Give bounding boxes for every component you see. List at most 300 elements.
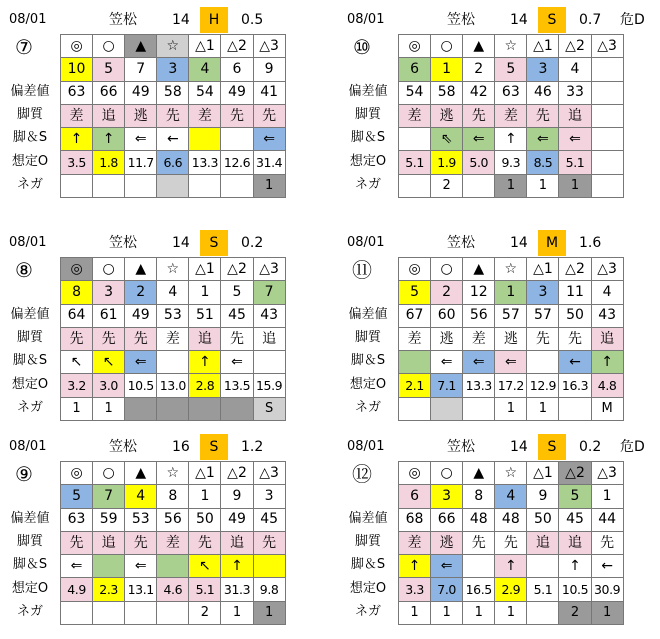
grid-row [61,174,286,197]
grid-cell: 1 [61,397,93,420]
grid-cell: ○ [93,258,125,281]
grid-cell: 差 [495,104,527,127]
grid-cell: 53 [157,304,189,327]
grid-cell: 2.3 [93,578,125,601]
race-block-12 [338,432,660,632]
grid-cell: 5.0 [463,151,495,174]
grid-cell: 1 [221,601,253,624]
grid-cell: ↑ [495,555,527,578]
grid-cell: 9.3 [495,151,527,174]
grid-cell: △1 [189,35,221,58]
grid-cell: 56 [463,304,495,327]
grid-cell: 9.8 [253,578,285,601]
grid-cell: 43 [253,304,285,327]
grid-cell: 追 [253,327,285,350]
grid-cell: 1 [527,174,559,197]
grid-cell: 1 [527,397,559,420]
grid-cell: 4 [125,485,157,508]
grid-cell: 2 [559,601,591,624]
grid-cell: 4.8 [591,374,623,397]
grid-cell: 1 [591,601,623,624]
grid-cell: 68 [399,508,431,531]
grid-row [61,81,286,104]
grid-cell: 先 [221,104,253,127]
grid-row [399,258,624,281]
grid-row [61,555,286,578]
grid-cell: 1 [495,174,527,197]
grid-cell: 先 [463,104,495,127]
grid-cell: 5 [61,485,93,508]
grid-cell: 9 [221,485,253,508]
grid-cell: ↖ [189,555,221,578]
grid-cell: 2.1 [399,374,431,397]
grid-cell: 追 [559,104,591,127]
grid-cell [157,601,189,624]
grid-cell: ← [591,555,623,578]
grid-cell: ▲ [463,462,495,485]
grid-cell: 5.1 [527,578,559,601]
grid-cell: 57 [495,304,527,327]
grid-cell: 42 [463,81,495,104]
grid-cell: △2 [221,35,253,58]
grid-cell: 45 [253,508,285,531]
grid-cell: 1 [189,485,221,508]
grid-row [61,327,286,350]
grid-cell: 9 [253,58,285,81]
grid-cell: ☆ [495,35,527,58]
grid-row [61,58,286,81]
grid-cell: 12.9 [527,374,559,397]
grid-cell: 差 [399,104,431,127]
grid-row [61,304,286,327]
row-label: 脚質 [354,106,381,122]
pace-badge: M [538,230,566,256]
grid-cell [93,555,125,578]
grid-cell: 53 [125,508,157,531]
grid-cell: 5 [221,281,253,304]
grid-cell: 5 [495,58,527,81]
grid-cell: 8 [157,485,189,508]
grid-cell: 8.5 [527,151,559,174]
grid-cell: 2.9 [495,578,527,601]
row-label: 脚質 [354,533,381,549]
pace-margin: 0.2 [579,439,602,455]
row-label: 脚＆S [12,130,48,146]
grid-cell: 13.3 [463,374,495,397]
grid-cell: 4.6 [157,578,189,601]
grid-cell [591,174,623,197]
grid-cell: ○ [93,35,125,58]
grid-cell: 1.8 [93,151,125,174]
grid-cell: 46 [527,81,559,104]
row-label: 偏差値 [10,306,50,322]
grid-cell: 58 [157,81,189,104]
grid-cell: 逃 [431,327,463,350]
grid-cell: 10.5 [559,578,591,601]
grid-cell: 45 [221,304,253,327]
grid-cell [591,58,623,81]
field-size: 14 [172,12,190,28]
grid-cell: △1 [527,258,559,281]
grid-cell: △3 [253,462,285,485]
grid-cell: 逃 [495,327,527,350]
grid-cell: ◎ [399,35,431,58]
grid-cell: 13.5 [221,374,253,397]
race-header [0,434,322,460]
pace-badge: S [538,434,566,460]
grid-cell [93,601,125,624]
grid-cell: 先 [125,327,157,350]
grid-cell [189,174,221,197]
grid-cell: 7.0 [431,578,463,601]
grid-cell: 67 [399,304,431,327]
grid-cell: 先 [125,531,157,554]
pace-margin: 0.7 [579,12,602,28]
grid-cell: 2 [189,601,221,624]
grid-cell: 先 [527,327,559,350]
grid-cell: 先 [157,104,189,127]
grid-cell: 10 [61,58,93,81]
grid-row [399,151,624,174]
grid-cell: ⇐ [253,128,285,151]
race-block-10 [338,5,660,205]
grid-cell [125,601,157,624]
grid-cell: △1 [189,462,221,485]
grid-cell [463,174,495,197]
grid-row [399,397,624,420]
grid-cell: ⇐ [125,351,157,374]
grid-row [399,374,624,397]
grid-cell: 先 [591,531,623,554]
pace-badge: S [200,230,228,256]
grid-cell: 60 [431,304,463,327]
race-number: ⑨ [15,462,33,486]
row-label: 想定O [349,580,387,596]
grid-cell [157,397,189,420]
grid-cell: ⇐ [221,351,253,374]
grid-cell: 5 [399,281,431,304]
grid-cell: 3 [253,485,285,508]
race-header [338,7,660,33]
race-grid [398,461,624,625]
race-number: ⑧ [15,258,33,282]
grid-cell: ⇐ [463,351,495,374]
grid-row [399,128,624,151]
grid-cell [399,397,431,420]
grid-cell: 4 [495,485,527,508]
race-header [338,230,660,256]
grid-cell: ⇐ [463,128,495,151]
grid-cell: 5 [93,58,125,81]
field-size: 14 [510,439,528,455]
grid-cell: 1 [495,281,527,304]
pace-margin: 0.5 [241,12,264,28]
grid-cell: 3 [431,485,463,508]
grid-cell: 先 [463,531,495,554]
grid-row [61,485,286,508]
race-grid [60,257,286,421]
row-label: 想定O [349,376,387,392]
grid-cell: 差 [189,104,221,127]
grid-cell: 61 [93,304,125,327]
grid-cell: 3.5 [61,151,93,174]
grid-cell: ☆ [157,35,189,58]
grid-row [399,35,624,58]
grid-cell: ◎ [61,462,93,485]
grid-cell: 33 [559,81,591,104]
grid-cell [527,555,559,578]
grid-cell: 追 [189,327,221,350]
pace-badge: S [538,7,566,33]
grid-row [61,351,286,374]
grid-cell: M [591,397,623,420]
grid-cell: 先 [253,531,285,554]
grid-cell [431,397,463,420]
grid-cell: ↑ [399,555,431,578]
grid-cell: ↑ [189,351,221,374]
row-label: 脚質 [16,329,43,345]
grid-row [399,81,624,104]
grid-row [61,35,286,58]
grid-cell: ⇐ [61,555,93,578]
grid-cell: 50 [527,508,559,531]
grid-cell: 7 [253,281,285,304]
row-label: ネガ [16,399,43,415]
grid-cell: ◎ [61,35,93,58]
grid-row [61,258,286,281]
race-header [338,434,660,460]
grid-cell: ☆ [157,462,189,485]
grid-cell: 5.1 [399,151,431,174]
grid-cell: 先 [61,327,93,350]
row-label: 脚＆S [12,353,48,369]
pace-badge: H [200,7,228,33]
grid-cell: ⇐ [431,351,463,374]
grid-cell: 3.2 [61,374,93,397]
row-label: 脚質 [16,106,43,122]
grid-cell: 1 [591,485,623,508]
grid-cell: 1.9 [431,151,463,174]
grid-cell: ← [559,351,591,374]
grid-cell: 5.1 [559,151,591,174]
grid-cell: 追 [527,531,559,554]
grid-cell [157,555,189,578]
grid-cell: 追 [559,531,591,554]
grid-row [61,281,286,304]
grid-cell: 43 [591,304,623,327]
grid-cell: 2.8 [189,374,221,397]
grid-cell: 差 [157,327,189,350]
grid-cell [221,397,253,420]
grid-cell: △1 [527,462,559,485]
race-venue: 笠松 [447,235,475,251]
grid-row [61,462,286,485]
grid-cell [559,397,591,420]
grid-cell: 先 [93,327,125,350]
grid-cell: 58 [431,81,463,104]
race-venue: 笠松 [109,439,137,455]
grid-cell: ○ [93,462,125,485]
grid-cell: 41 [253,81,285,104]
grid-cell: 7.1 [431,374,463,397]
row-label: 想定O [11,580,49,596]
grid-cell: ↑ [495,128,527,151]
grid-cell: ↑ [61,128,93,151]
grid-cell: 31.4 [253,151,285,174]
grid-row [61,151,286,174]
grid-cell: △2 [221,258,253,281]
pace-margin: 1.2 [241,439,264,455]
grid-cell: ⇐ [527,128,559,151]
grid-cell [125,174,157,197]
grid-row [399,327,624,350]
grid-cell: ← [157,128,189,151]
grid-cell: 63 [61,508,93,531]
grid-cell: 5.1 [189,578,221,601]
grid-cell: ○ [431,35,463,58]
grid-cell [125,397,157,420]
risk-label: 危D [620,12,645,28]
grid-cell: 逃 [431,531,463,554]
grid-cell: 49 [221,81,253,104]
grid-cell: 先 [559,327,591,350]
grid-row [61,531,286,554]
grid-cell: 64 [61,304,93,327]
grid-cell: 31.3 [221,578,253,601]
race-venue: 笠松 [109,12,137,28]
grid-cell: 66 [93,81,125,104]
grid-cell: ◎ [399,258,431,281]
grid-cell [463,555,495,578]
race-venue: 笠松 [109,235,137,251]
grid-cell: 13.3 [189,151,221,174]
grid-row [399,531,624,554]
field-size: 14 [510,235,528,251]
grid-cell: ▲ [463,35,495,58]
grid-cell [399,128,431,151]
grid-cell [591,104,623,127]
grid-cell: ○ [431,462,463,485]
grid-cell: 先 [527,104,559,127]
grid-row [399,351,624,374]
grid-cell: 12 [463,281,495,304]
grid-cell: ⇐ [495,351,527,374]
grid-cell: 1 [431,601,463,624]
row-label: ネガ [354,603,381,619]
grid-cell: 8 [463,485,495,508]
row-label: 偏差値 [10,83,50,99]
grid-cell: 11.7 [125,151,157,174]
grid-cell: ▲ [463,258,495,281]
grid-cell [591,128,623,151]
grid-cell: △3 [253,258,285,281]
grid-cell: 4.9 [61,578,93,601]
grid-cell: 57 [527,304,559,327]
field-size: 14 [172,235,190,251]
grid-row [61,601,286,624]
grid-cell [61,174,93,197]
row-label: 偏差値 [10,510,50,526]
grid-cell: 1 [495,601,527,624]
race-venue: 笠松 [447,12,475,28]
grid-cell: 逃 [125,104,157,127]
race-venue: 笠松 [447,439,475,455]
race-number: ⑪ [352,258,372,282]
grid-cell: 1 [399,601,431,624]
grid-row [61,397,286,420]
row-label: 偏差値 [348,306,388,322]
grid-cell: 49 [125,304,157,327]
grid-cell: 5 [559,485,591,508]
grid-cell: 2 [125,281,157,304]
grid-cell: ◎ [399,462,431,485]
grid-cell: △3 [591,258,623,281]
pace-margin: 0.2 [241,235,264,251]
grid-cell: ○ [431,258,463,281]
row-label: 脚＆S [350,353,386,369]
row-label: ネガ [354,176,381,192]
grid-cell: 13.1 [125,578,157,601]
grid-cell [221,174,253,197]
grid-cell: 49 [125,81,157,104]
grid-cell: 先 [61,531,93,554]
row-label: 脚＆S [350,557,386,573]
race-header [0,230,322,256]
grid-cell: ↑ [221,555,253,578]
grid-cell: 2 [463,58,495,81]
grid-cell [527,351,559,374]
grid-cell [591,151,623,174]
grid-cell: 10.5 [125,374,157,397]
row-label: 想定O [11,376,49,392]
grid-cell: △3 [253,35,285,58]
grid-cell: 16.5 [463,578,495,601]
grid-cell: △3 [591,462,623,485]
grid-cell: ↑ [93,128,125,151]
grid-cell: ↑ [591,351,623,374]
grid-cell: 追 [93,104,125,127]
grid-cell: ◎ [61,258,93,281]
grid-cell: 45 [559,508,591,531]
grid-cell [399,174,431,197]
grid-cell: 8 [61,281,93,304]
grid-cell: 先 [495,531,527,554]
row-label: 脚質 [16,533,43,549]
grid-cell: 1 [463,601,495,624]
grid-cell: △2 [221,462,253,485]
grid-cell [189,128,221,151]
race-date: 08/01 [9,439,47,454]
pace-margin: 1.6 [579,235,602,251]
race-date: 08/01 [347,235,385,250]
grid-cell: 追 [221,531,253,554]
grid-cell: 2 [431,281,463,304]
row-label: 脚＆S [12,557,48,573]
grid-row [399,462,624,485]
field-size: 16 [172,439,190,455]
race-grid [398,34,624,198]
grid-cell [463,397,495,420]
grid-cell: 1 [253,174,285,197]
grid-row [399,104,624,127]
race-date: 08/01 [347,439,385,454]
grid-cell: ⇐ [125,555,157,578]
grid-cell: 差 [399,531,431,554]
grid-cell: ↖ [61,351,93,374]
grid-cell: 6 [399,58,431,81]
grid-cell: 先 [253,104,285,127]
grid-cell: 6 [399,485,431,508]
